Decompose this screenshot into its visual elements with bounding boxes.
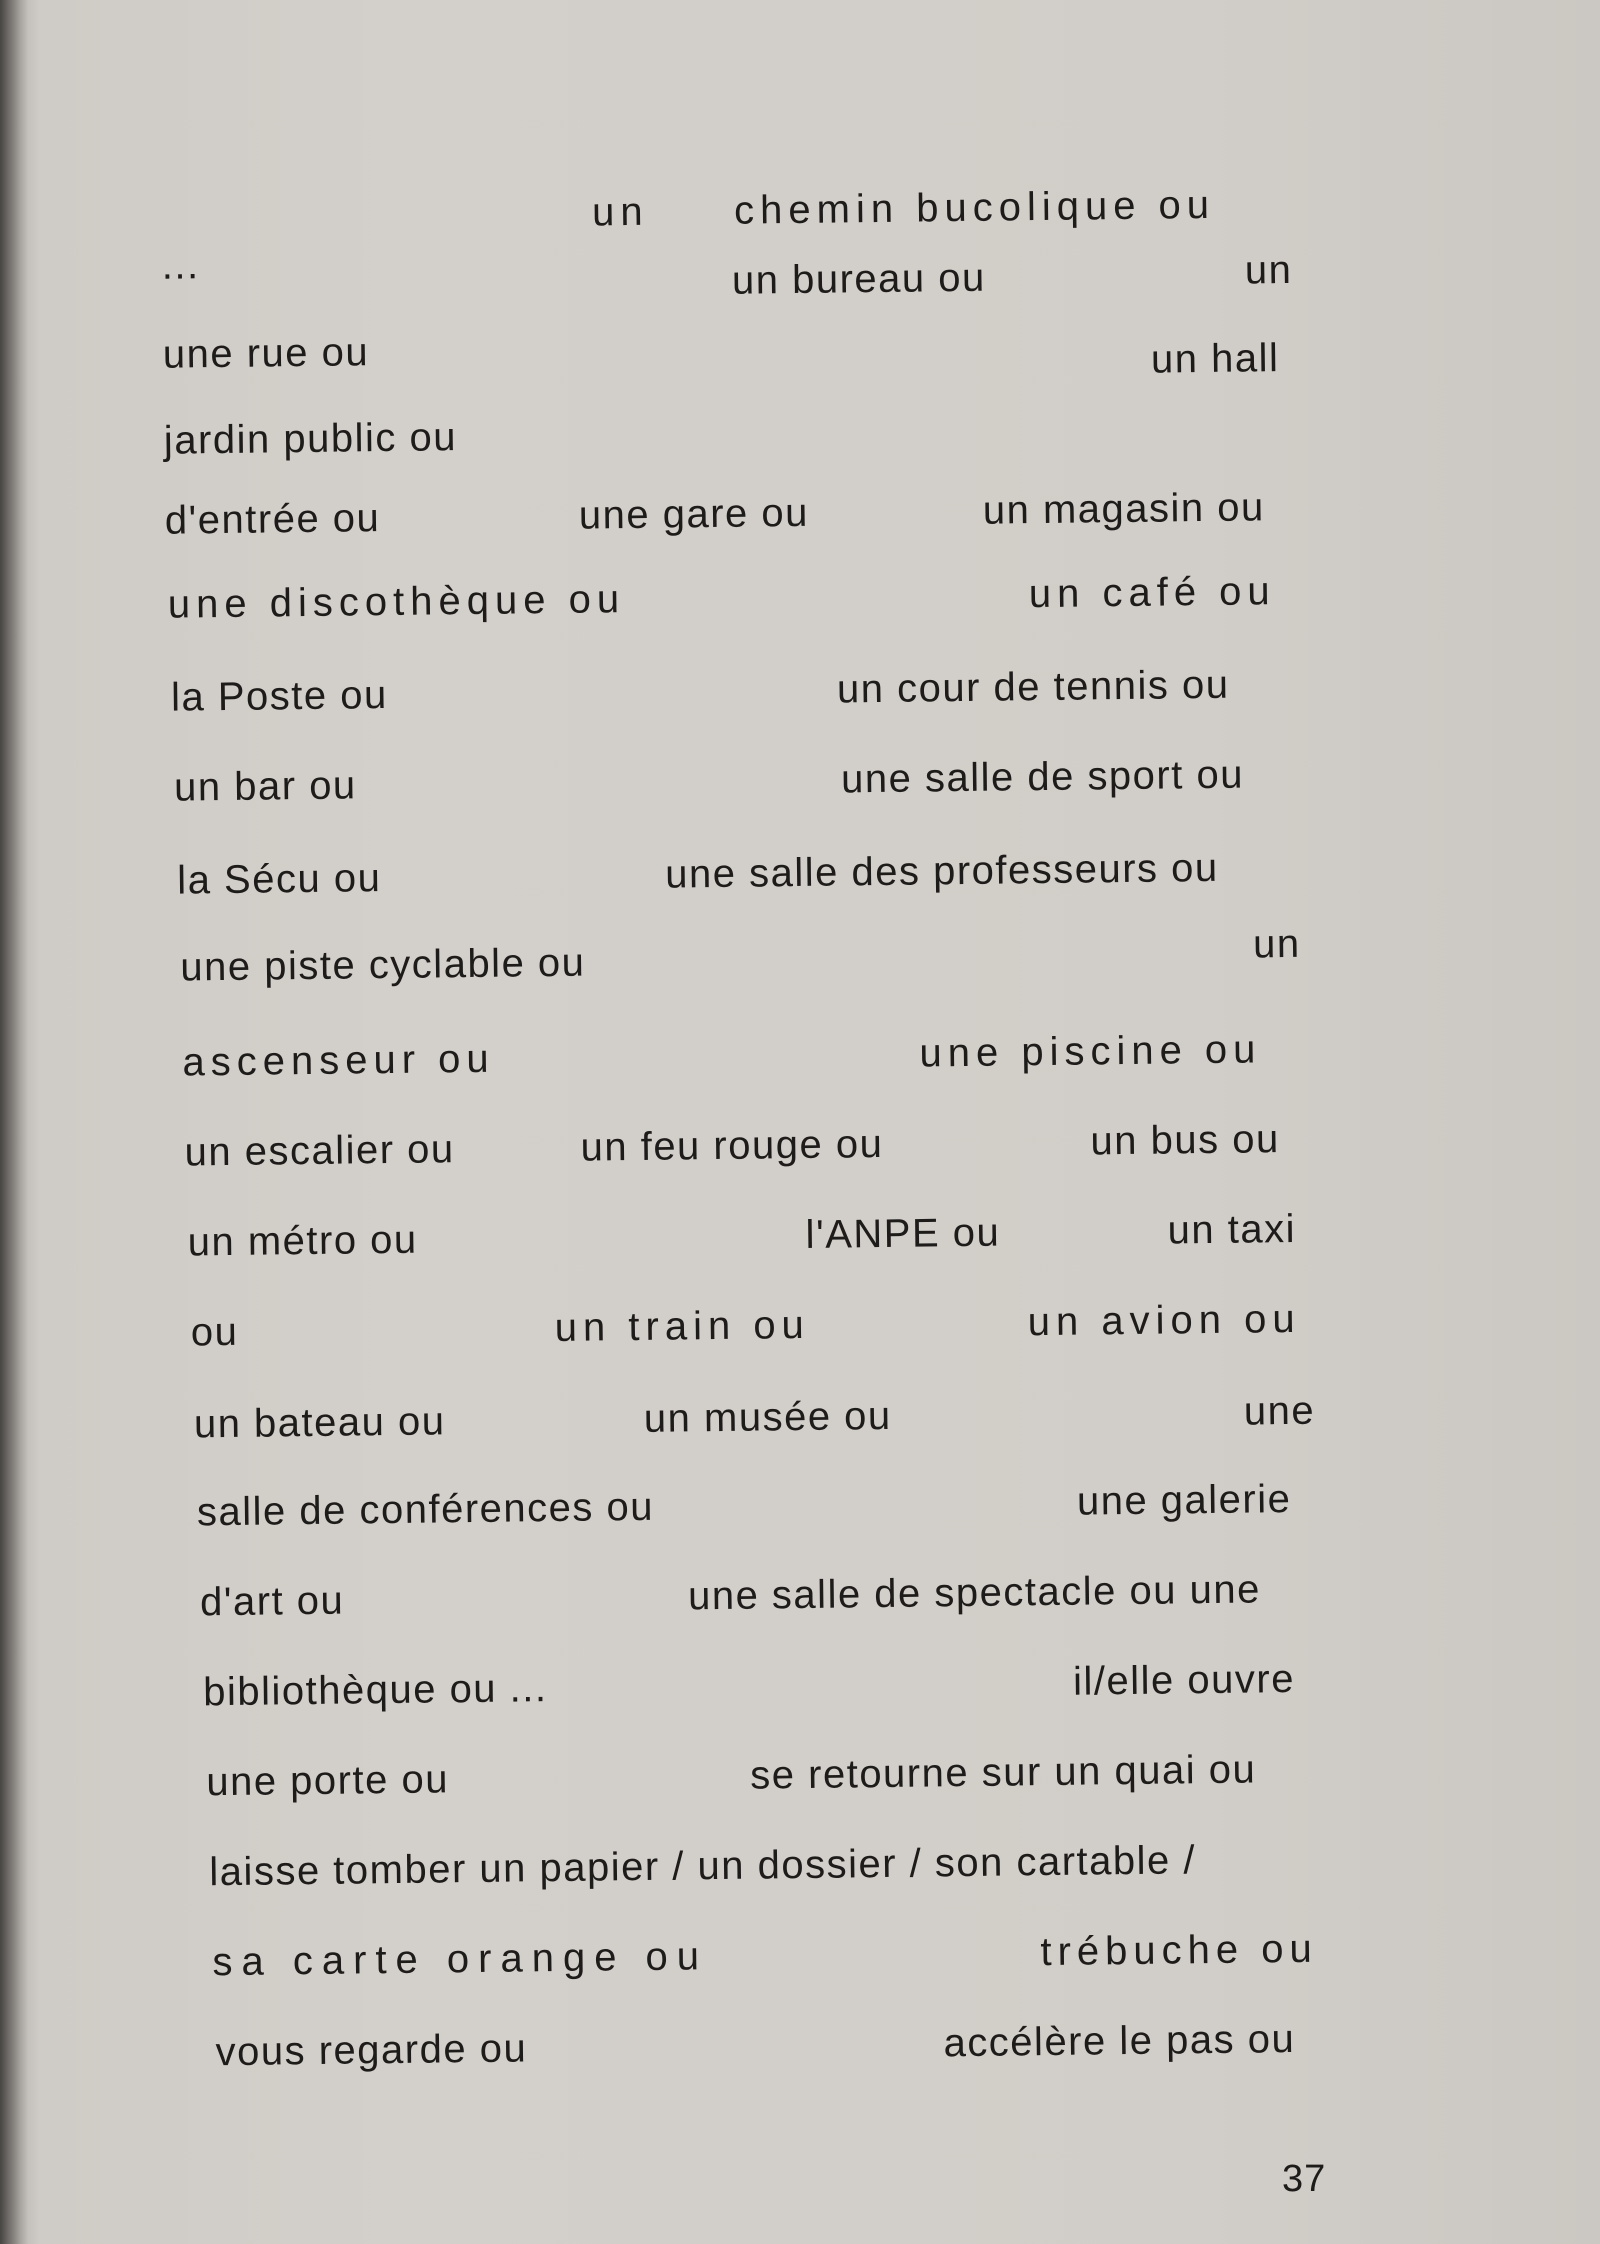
- text-fragment: un: [591, 189, 649, 235]
- text-line: [0, 921, 1599, 995]
- text-fragment: ...: [161, 243, 200, 288]
- text-line: [5, 1470, 1600, 1540]
- text-line: [0, 1110, 1600, 1180]
- text-line: [0, 175, 1589, 245]
- text-fragment: il/elle ouvre: [1072, 1656, 1296, 1704]
- text-line: [0, 478, 1593, 548]
- text-fragment: salle de conférences ou: [196, 1484, 655, 1535]
- text-fragment: un taxi: [1167, 1206, 1297, 1253]
- text-fragment: un train ou: [554, 1302, 811, 1351]
- text-fragment: un bateau ou: [193, 1399, 446, 1447]
- text-fragment: une salle de sport ou: [840, 752, 1245, 802]
- text-fragment: laisse tomber un papier / un dossier / son cartable /: [209, 1838, 1197, 1895]
- text-fragment: un bar ou: [173, 763, 357, 810]
- text-line: [0, 655, 1595, 725]
- text-fragment: un feu rouge ou: [580, 1121, 884, 1170]
- text-fragment: sa carte orange ou: [212, 1934, 709, 1985]
- text-fragment: un café ou: [1028, 569, 1276, 617]
- text-fragment: un bureau ou: [731, 255, 987, 303]
- text-line: [3, 1290, 1600, 1360]
- text-line: [0, 562, 1594, 632]
- text-fragment: chemin bucolique ou: [733, 182, 1216, 233]
- text-fragment: une discothèque ou: [167, 577, 626, 627]
- text-fragment: un magasin ou: [982, 485, 1265, 533]
- text-fragment: se retourne sur un quai ou: [749, 1747, 1257, 1798]
- text-fragment: une galerie: [1076, 1477, 1292, 1524]
- text-line: [4, 1382, 1600, 1452]
- text-fragment: l'ANPE ou: [805, 1210, 1001, 1257]
- text-fragment: une porte ou: [206, 1757, 450, 1805]
- text-line: [10, 1920, 1600, 1990]
- text-fragment: une salle des professeurs ou: [664, 845, 1219, 897]
- text-fragment: un: [1252, 921, 1301, 967]
- text-line: [0, 745, 1596, 815]
- text-line: [0, 838, 1597, 908]
- text-line: [9, 1830, 1600, 1900]
- text-fragment: un hall: [1150, 336, 1280, 382]
- text-line: [0, 312, 1591, 382]
- text-fragment: ou: [190, 1309, 239, 1355]
- text-line: [7, 1650, 1600, 1720]
- text-fragment: la Sécu ou: [177, 856, 382, 903]
- text-line: [6, 1560, 1600, 1630]
- text-fragment: un escalier ou: [184, 1127, 455, 1175]
- text-fragment: accélère le pas ou: [943, 2017, 1296, 2066]
- text-fragment: un: [1244, 247, 1293, 293]
- text-fragment: d'entrée ou: [164, 496, 381, 543]
- text-line: [0, 398, 1592, 468]
- text-fragment: un avion ou: [1027, 1296, 1301, 1345]
- text-fragment: un métro ou: [187, 1217, 418, 1265]
- text-fragment: ascenseur ou: [182, 1036, 495, 1085]
- text-line: [0, 1020, 1600, 1090]
- text-fragment: une piste cyclable ou: [180, 940, 586, 990]
- text-fragment: une gare ou: [578, 490, 810, 538]
- text-fragment: jardin public ou: [163, 415, 458, 463]
- text-fragment: la Poste ou: [170, 673, 388, 720]
- text-fragment: une salle de spectacle ou une: [687, 1567, 1262, 1619]
- text-fragment: bibliothèque ou ...: [202, 1666, 548, 1715]
- text-line: [8, 1740, 1600, 1810]
- text-fragment: vous regarde ou: [215, 2026, 528, 2075]
- text-fragment: une piscine ou: [919, 1027, 1262, 1076]
- text-line: [11, 2010, 1600, 2080]
- text-fragment: trébuche ou: [1040, 1926, 1318, 1975]
- text-fragment: un cour de tennis ou: [836, 662, 1230, 712]
- text-line: [0, 245, 1590, 315]
- text-fragment: un musée ou: [643, 1393, 892, 1441]
- text-fragment: une rue ou: [162, 330, 370, 377]
- text-fragment: une: [1243, 1388, 1316, 1434]
- text-fragment: d'art ou: [199, 1578, 345, 1625]
- page-number: 37: [1282, 2158, 1327, 2200]
- text-line: [1, 1200, 1600, 1270]
- text-fragment: un bus ou: [1090, 1117, 1280, 1164]
